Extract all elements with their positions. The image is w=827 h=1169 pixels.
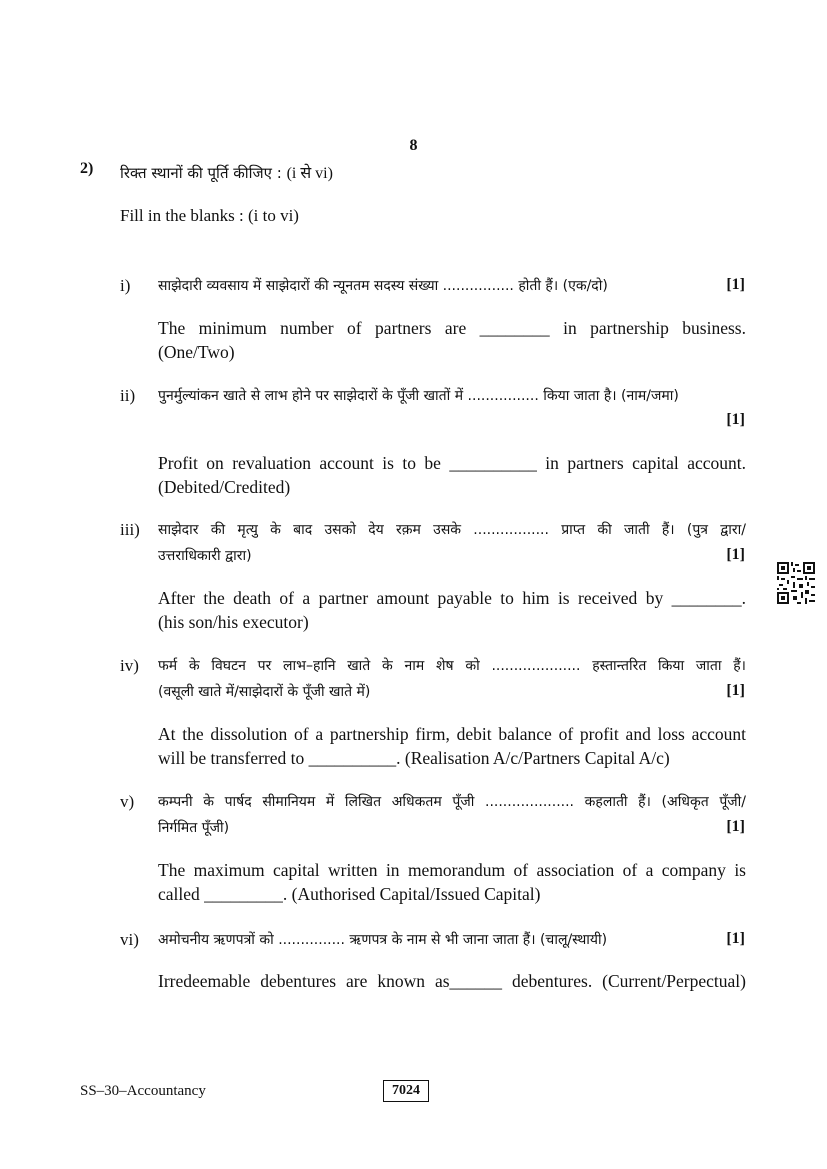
item-number: ii) [120,386,136,405]
item-hindi: अमोचनीय ऋणपत्रों को ............... ऋणपत्र के नाम से भी जाना जाता हैं। (चालू/स्थायी) [158,932,608,948]
question-instruction-hindi [120,161,333,183]
item-english-options: (his son/his executor) [158,612,309,632]
item-hindi-line: (वसूली खाते में/साझेदारों के पूँजी खाते में) [158,684,371,700]
item-hindi-line: निर्गमित पूँजी) [158,820,230,836]
qr-code [777,562,815,604]
item-marks: [1] [726,546,745,563]
item-number: v) [120,792,135,811]
item-english-line: The minimum number of partners are ________ in partnership business. [158,318,746,338]
item-hindi-line: साझेदार की मृत्यु के बाद उसको देय रक़म उसके ................. प्राप्त की जाती हैं। (पुत्र द्वारा/ [158,522,746,538]
item-marks: [1] [726,930,745,947]
footer-paper-code: 7024 [383,1080,429,1102]
item-english-line: At the dissolution of a partnership firm, debit balance of profit and loss account [158,724,746,744]
question-instruction-english: Fill in the blanks : (i to vi) [120,206,299,225]
item-hindi: साझेदारी व्यवसाय में साझेदारों की न्यूनतम सदस्य संख्या ................ होती हैं। (एक/दो) [158,278,608,294]
question-number: 2) [80,160,94,177]
item-english-line: Irredeemable debentures are known as______ debentures. (Current/Perpectual) [158,971,746,991]
item-hindi-line: उत्तराधिकारी द्वारा) [158,548,252,564]
item-english-line: Profit on revaluation account is to be __________ in partners capital account. [158,453,746,473]
item-marks: [1] [726,682,745,699]
item-marks: [1] [726,818,745,835]
item-english-line: The maximum capital written in memorandum of association of a company is [158,860,746,880]
item-number: iv) [120,656,139,675]
question-hindi-text: रिक्त स्थानों की पूर्ति कीजिए : [120,164,282,182]
item-english-options: (Debited/Credited) [158,477,291,497]
item-number: i) [120,276,131,295]
item-number: vi) [120,930,139,949]
item-marks: [1] [726,411,745,428]
item-hindi: पुनर्मुल्यांकन खाते से लाभ होने पर साझेदारों के पूँजी खातों में ................ किया जाता है। (नाम/जमा) [158,388,679,404]
page-number: 8 [409,137,418,154]
item-number: iii) [120,520,140,539]
item-english [158,858,746,906]
item-english [158,451,746,499]
item-hindi-line: कम्पनी के पार्षद सीमानियम में लिखित अधिकतम पूँजी .................... कहलाती हैं। (अधिकृत पूँजी/ [158,794,746,810]
item-hindi-line: फर्म के विघटन पर लाभ–हानि खाते के नाम शेष को .................... हस्तान्तरित किया जाता हैं। [158,658,746,674]
item-english-options: will be transferred to __________. (Realisation A/c/Partners Capital A/c) [158,748,670,768]
item-english [158,586,746,634]
item-english [158,969,746,993]
item-english-options: called _________. (Authorised Capital/Issued Capital) [158,884,541,904]
item-english-line: After the death of a partner amount payable to him is received by ________. [158,588,746,608]
item-english-options: (One/Two) [158,342,235,362]
question-hindi-range: (i से vi) [286,165,333,182]
item-marks: [1] [726,276,745,293]
item-english [158,722,746,770]
footer-subject-code: SS–30–Accountancy [80,1083,206,1099]
item-english [158,316,746,364]
